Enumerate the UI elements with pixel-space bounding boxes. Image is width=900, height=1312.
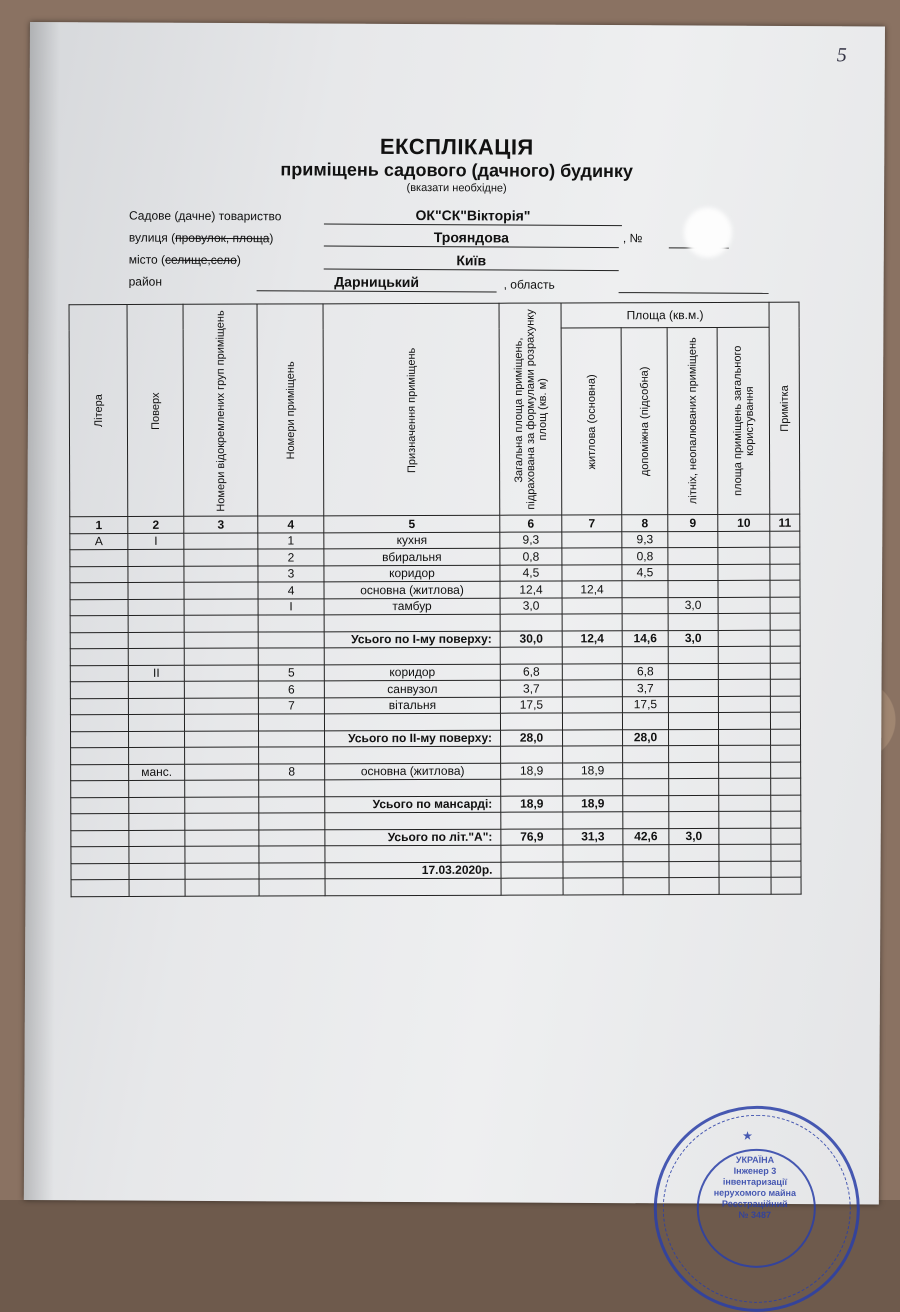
table-cell: 5 <box>258 664 324 681</box>
table-cell <box>623 762 669 779</box>
table-cell <box>623 878 669 895</box>
table-cell: 9,3 <box>500 531 562 548</box>
header-poverkh: Поверх <box>127 304 184 516</box>
table-cell <box>184 549 258 566</box>
city-value: Київ <box>456 252 487 269</box>
table-cell <box>771 745 801 762</box>
table-cell: 18,9 <box>563 795 623 812</box>
table-cell <box>500 713 562 730</box>
table-cell <box>562 614 622 631</box>
page-number: 5 <box>836 44 847 67</box>
table-cell <box>770 630 800 647</box>
table-cell <box>129 731 185 748</box>
table-cell <box>719 877 771 894</box>
table-cell: 3,7 <box>500 680 562 697</box>
table-cell <box>185 846 259 863</box>
table-cell: 17.03.2020р. <box>325 862 501 879</box>
document-note: (вказати необхідне) <box>406 181 507 195</box>
table-cell <box>771 811 801 828</box>
table-cell <box>562 597 622 614</box>
table-body <box>70 514 801 896</box>
column-number-11: 11 <box>770 514 800 531</box>
table-cell <box>129 747 185 764</box>
header-aux: допоміжна (підсобна) <box>621 328 668 515</box>
table-cell <box>563 861 623 878</box>
table-cell <box>770 597 800 614</box>
table-cell <box>71 731 129 748</box>
street-underline <box>324 246 619 249</box>
column-number-8: 8 <box>622 515 668 532</box>
table-cell <box>563 729 623 746</box>
table-cell: 9,3 <box>622 531 668 548</box>
table-cell <box>500 614 562 631</box>
header-group-nums: Номери відокремлених груп приміщень <box>183 304 258 516</box>
table-cell <box>70 714 128 731</box>
table-cell <box>324 713 500 730</box>
table-cell: коридор <box>324 565 500 582</box>
table-cell: 18,9 <box>501 762 563 779</box>
table-cell <box>718 679 770 696</box>
table-cell <box>770 564 800 581</box>
district-value: Дарницький <box>334 273 420 291</box>
table-cell <box>70 615 128 632</box>
table-cell: 12,4 <box>562 581 622 598</box>
table-cell <box>501 861 563 878</box>
table-cell <box>669 778 719 795</box>
table-cell <box>622 647 668 664</box>
table-cell <box>70 698 128 715</box>
table-cell <box>719 811 771 828</box>
header-room-nums: Номери приміщень <box>257 304 324 516</box>
table-cell <box>623 746 669 763</box>
table-cell <box>259 780 325 797</box>
table-cell <box>184 599 258 616</box>
table-cell <box>71 764 129 781</box>
table-cell <box>770 663 800 680</box>
table-cell: 0,8 <box>500 548 562 565</box>
table-cell <box>563 779 623 796</box>
table-cell: 17,5 <box>500 696 562 713</box>
table-cell <box>669 729 719 746</box>
table-cell <box>324 647 500 664</box>
explication-table <box>69 302 802 897</box>
city-underline <box>324 269 619 272</box>
table-cell: 30,0 <box>500 630 562 647</box>
table-cell <box>184 615 258 632</box>
table-cell: ІІ <box>128 665 184 682</box>
table-cell <box>623 845 669 862</box>
table-cell <box>718 531 770 548</box>
header-summer: літніх, неопалюваних приміщень <box>667 327 718 514</box>
table-cell <box>771 778 801 795</box>
table-cell <box>185 747 259 764</box>
sheet-shadow <box>24 22 60 1200</box>
table-cell <box>128 615 184 632</box>
table-cell <box>719 778 771 795</box>
table-cell <box>70 665 128 682</box>
district-underline <box>257 290 497 292</box>
header-common: площа приміщень загального користування <box>717 327 770 514</box>
table-cell <box>325 878 501 895</box>
table-cell: 6 <box>258 681 324 698</box>
table-cell <box>129 830 185 847</box>
table-cell <box>562 564 622 581</box>
table-cell <box>719 762 771 779</box>
table-cell <box>563 746 623 763</box>
table-cell: А <box>70 533 128 550</box>
table-cell <box>70 582 128 599</box>
table-cell <box>259 862 325 879</box>
table-cell: 12,4 <box>562 630 622 647</box>
table-cell <box>668 531 718 548</box>
table-cell <box>770 613 800 630</box>
table-cell <box>128 648 184 665</box>
table-cell <box>71 863 129 880</box>
table-cell <box>719 844 771 861</box>
table-cell: 6,8 <box>622 663 668 680</box>
table-cell <box>771 729 801 746</box>
column-number-9: 9 <box>668 514 718 531</box>
table-cell <box>563 878 623 895</box>
column-number-2: 2 <box>128 516 184 533</box>
table-cell: 6,8 <box>500 663 562 680</box>
table-cell <box>718 646 770 663</box>
table-cell: вітальня <box>324 697 500 714</box>
street-value: Трояндова <box>433 229 510 246</box>
table-cell <box>184 582 258 599</box>
table-cell: кухня <box>324 532 500 549</box>
column-number-4: 4 <box>258 516 324 533</box>
stamp-text: УКРАЇНА Інженер 3 інвентаризації нерухомого майна Реєстраційний № 3487 <box>713 1154 797 1220</box>
table-cell <box>501 845 563 862</box>
table-cell <box>71 797 129 814</box>
table-cell <box>719 745 771 762</box>
table-cell <box>770 547 800 564</box>
header-purpose: Призначення приміщень <box>323 303 500 516</box>
table-cell: 28,0 <box>501 729 563 746</box>
table-cell <box>70 648 128 665</box>
table-cell <box>258 615 324 632</box>
table-cell <box>668 696 718 713</box>
table-cell <box>184 533 258 550</box>
table-cell <box>668 564 718 581</box>
table-cell <box>324 614 500 631</box>
table-cell <box>623 795 669 812</box>
table-cell <box>563 812 623 829</box>
table-cell <box>70 566 128 583</box>
table-cell: коридор <box>324 664 500 681</box>
table-cell: Усього по літ."А": <box>325 829 501 846</box>
table-cell <box>562 548 622 565</box>
table-cell: Усього по мансарді: <box>325 796 501 813</box>
table-cell <box>668 646 718 663</box>
table-cell <box>563 845 623 862</box>
city-label: місто (селище,село) <box>128 252 241 268</box>
table-cell: 31,3 <box>563 828 623 845</box>
table-cell <box>501 746 563 763</box>
table-cell <box>259 813 325 830</box>
table-cell <box>71 830 129 847</box>
stamp-star-icon: ★ <box>742 1128 753 1143</box>
table-cell <box>71 879 129 896</box>
column-number-3: 3 <box>184 516 258 533</box>
header-living: житлова (основна) <box>561 328 622 515</box>
partnership-label: Садове (дачне) товариство <box>128 208 282 224</box>
table-cell <box>259 879 325 896</box>
table-cell <box>719 861 771 878</box>
table-cell <box>500 647 562 664</box>
table-cell <box>325 779 501 796</box>
table-cell <box>771 795 801 812</box>
table-cell: 17,5 <box>622 696 668 713</box>
table-cell: 42,6 <box>623 828 669 845</box>
table-cell <box>771 762 801 779</box>
table-cell: 28,0 <box>623 729 669 746</box>
table-cell: І <box>258 598 324 615</box>
table-cell <box>771 861 801 878</box>
document-sheet <box>24 22 885 1220</box>
table-cell <box>668 663 718 680</box>
official-stamp <box>653 1105 860 1312</box>
table-cell <box>623 779 669 796</box>
table-row <box>71 877 801 896</box>
number-label: , № <box>622 231 643 246</box>
table-cell <box>669 745 719 762</box>
table-cell <box>668 679 718 696</box>
table-cell <box>70 632 128 649</box>
table-cell <box>718 613 770 630</box>
table-cell <box>185 813 259 830</box>
table-cell <box>770 646 800 663</box>
table-cell <box>128 714 184 731</box>
table-cell <box>129 780 185 797</box>
table-cell: санвузол <box>324 680 500 697</box>
header-total: Загальна площа приміщень, підрахована за формулами розрахунку площ (кв. м) <box>499 303 562 515</box>
table-cell <box>668 613 718 630</box>
table-cell: 18,9 <box>563 762 623 779</box>
table-cell <box>622 581 668 598</box>
district-label: район <box>128 274 163 289</box>
column-number-10: 10 <box>718 514 770 531</box>
table-cell <box>71 780 129 797</box>
table-cell <box>128 632 184 649</box>
table-cell: 3,0 <box>668 630 718 647</box>
table-cell <box>623 812 669 829</box>
table-cell <box>501 779 563 796</box>
table-cell <box>562 696 622 713</box>
header-area-group: Площа (кв.м.) <box>561 302 769 328</box>
table-cell <box>770 580 800 597</box>
column-number-5: 5 <box>324 515 500 532</box>
table-cell: 3,0 <box>500 597 562 614</box>
table-cell <box>71 813 129 830</box>
table-cell: манс. <box>129 764 185 781</box>
table-cell <box>669 877 719 894</box>
table-cell <box>129 797 185 814</box>
table-cell: 0,8 <box>622 548 668 565</box>
table-cell: 76,9 <box>501 828 563 845</box>
document-subtitle: приміщень садового (дачного) будинку <box>280 159 634 182</box>
table-cell: 3,7 <box>622 680 668 697</box>
table-cell <box>185 797 259 814</box>
table-cell <box>185 830 259 847</box>
table-cell <box>184 648 258 665</box>
table-cell <box>771 828 801 845</box>
column-number-7: 7 <box>562 515 622 532</box>
table-cell <box>128 566 184 583</box>
table-cell <box>622 713 668 730</box>
table-cell: Усього по І-му поверху: <box>324 631 500 648</box>
table-cell <box>129 863 185 880</box>
table-cell <box>562 663 622 680</box>
table-cell: 3,0 <box>669 828 719 845</box>
column-number-6: 6 <box>500 515 562 532</box>
table-cell: 7 <box>258 697 324 714</box>
table-cell <box>669 861 719 878</box>
table-cell <box>70 599 128 616</box>
table-cell: вбиральня <box>324 548 500 565</box>
table-cell <box>184 681 258 698</box>
table-cell: 3,0 <box>668 597 718 614</box>
table-cell <box>562 713 622 730</box>
table-cell <box>719 795 771 812</box>
table-cell <box>258 631 324 648</box>
table-cell: 12,4 <box>500 581 562 598</box>
table-cell <box>259 747 325 764</box>
table-cell: 14,6 <box>622 630 668 647</box>
table-cell: 4 <box>258 582 324 599</box>
table-cell <box>562 680 622 697</box>
table-cell <box>562 531 622 548</box>
table-cell: 4,5 <box>622 564 668 581</box>
table-cell <box>623 861 669 878</box>
partnership-value: ОК"СК"Вікторія" <box>415 207 531 224</box>
table-cell <box>718 630 770 647</box>
table-cell <box>184 665 258 682</box>
table-cell <box>771 844 801 861</box>
table-cell <box>71 846 129 863</box>
table-cell <box>718 597 770 614</box>
table-cell <box>184 632 258 649</box>
table-cell <box>259 730 325 747</box>
table-cell: тамбур <box>324 598 500 615</box>
table-cell <box>718 663 770 680</box>
table-cell <box>668 580 718 597</box>
table-cell: 18,9 <box>501 795 563 812</box>
table-cell <box>562 647 622 664</box>
table-cell <box>184 566 258 583</box>
table-cell <box>770 712 800 729</box>
table-cell: 3 <box>258 565 324 582</box>
table-cell <box>129 846 185 863</box>
table-cell <box>718 564 770 581</box>
column-number-1: 1 <box>70 517 128 534</box>
table-cell <box>669 811 719 828</box>
table-cell <box>128 599 184 616</box>
table-cell: 4,5 <box>500 564 562 581</box>
table-cell <box>669 844 719 861</box>
table-cell <box>770 679 800 696</box>
table-cell: 2 <box>258 549 324 566</box>
table-cell <box>718 547 770 564</box>
table-cell <box>325 845 501 862</box>
table-cell <box>325 812 501 829</box>
region-label: , область <box>503 277 555 292</box>
table-cell <box>258 714 324 731</box>
table-cell <box>129 813 185 830</box>
table-cell <box>129 879 185 896</box>
table-cell <box>70 681 128 698</box>
table-cell <box>668 547 718 564</box>
street-label: вулиця (провулок, площа) <box>128 230 274 246</box>
table-cell <box>669 795 719 812</box>
table-cell <box>259 829 325 846</box>
table-cell <box>185 780 259 797</box>
table-cell <box>770 531 800 548</box>
table-cell <box>128 582 184 599</box>
table-cell <box>718 696 770 713</box>
table-cell: 8 <box>259 763 325 780</box>
table-cell <box>185 879 259 896</box>
table-cell <box>718 580 770 597</box>
table-cell <box>669 762 719 779</box>
table-cell <box>770 696 800 713</box>
table-cell <box>71 747 129 764</box>
table-cell <box>622 597 668 614</box>
table-cell <box>259 796 325 813</box>
table-cell <box>718 712 770 729</box>
table-cell <box>258 648 324 665</box>
region-underline <box>619 292 769 294</box>
table-cell <box>771 877 801 894</box>
table-cell <box>501 878 563 895</box>
table-cell <box>185 764 259 781</box>
table-cell <box>622 614 668 631</box>
table-cell <box>325 746 501 763</box>
table-cell <box>501 812 563 829</box>
table-cell: 1 <box>258 532 324 549</box>
table-cell: основна (житлова) <box>325 763 501 780</box>
redaction-blur <box>684 207 732 257</box>
table-cell <box>184 714 258 731</box>
table-cell <box>259 846 325 863</box>
table-cell <box>128 698 184 715</box>
partnership-underline <box>324 224 622 227</box>
table-cell: Усього по ІІ-му поверху: <box>325 730 501 747</box>
table-cell <box>185 731 259 748</box>
table-cell <box>668 712 718 729</box>
header-litera: Літера <box>69 305 128 517</box>
table-cell: І <box>128 533 184 550</box>
table-cell <box>719 729 771 746</box>
table-cell <box>70 549 128 566</box>
header-note: Примітка <box>769 302 800 514</box>
document-title: ЕКСПЛІКАЦІЯ <box>379 133 534 160</box>
table-cell: основна (житлова) <box>324 581 500 598</box>
table-cell <box>719 828 771 845</box>
table-cell <box>184 698 258 715</box>
table-cell <box>128 549 184 566</box>
table-cell <box>128 681 184 698</box>
table-cell <box>185 863 259 880</box>
